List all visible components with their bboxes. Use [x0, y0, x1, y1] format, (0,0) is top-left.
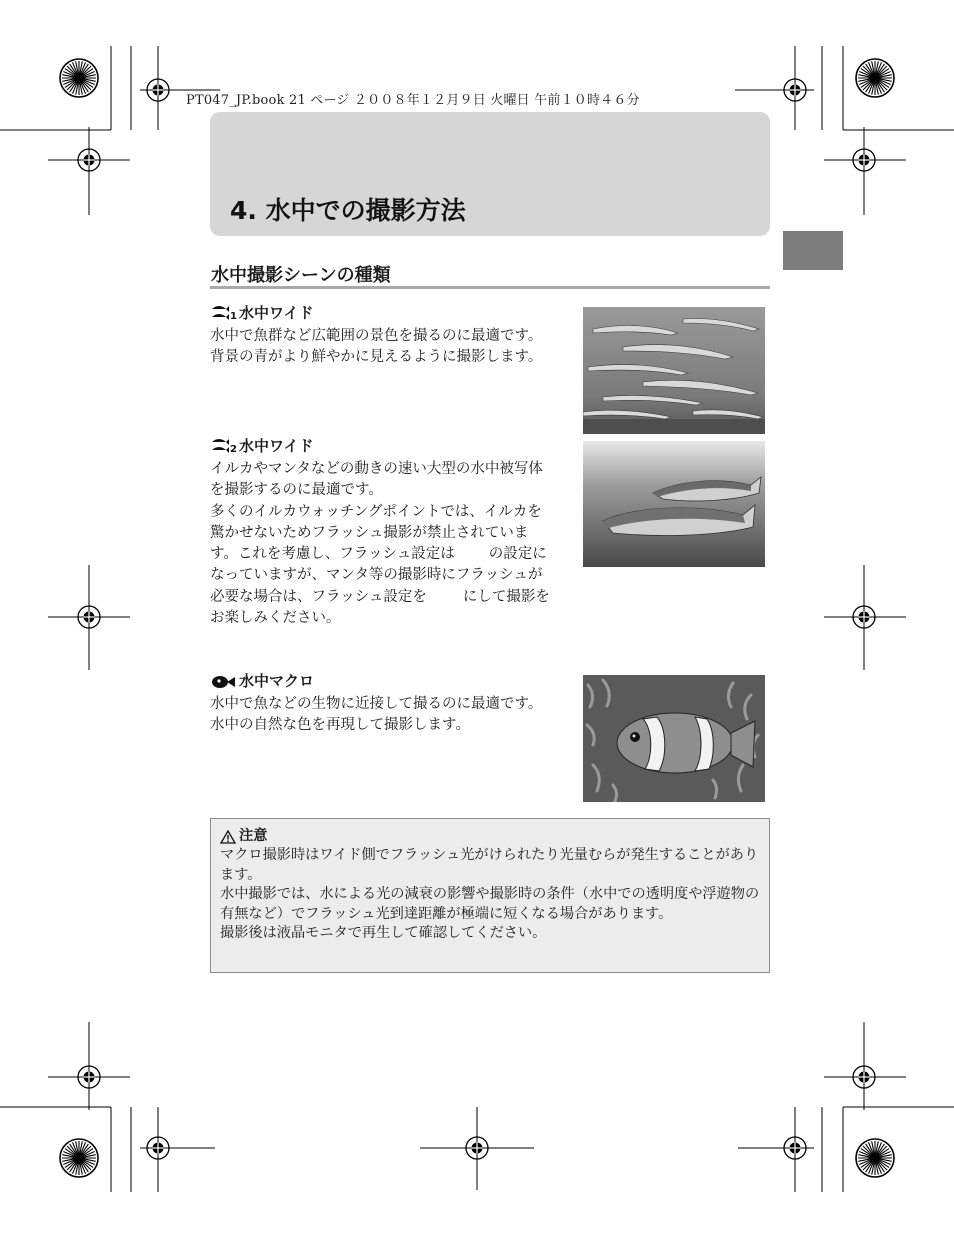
mode-title: 水中ワイド [239, 304, 314, 322]
dolphins-photo [583, 441, 765, 567]
chapter-title: 4. 水中での撮影方法 [230, 196, 466, 225]
underwater-wide-1-icon [211, 304, 237, 322]
mode-title: 水中ワイド [239, 437, 314, 455]
caution-paragraph: 撮影後は液晶モニタで再生して確認してください。 [220, 925, 547, 942]
paragraph: 多くのイルカウォッチングポイントでは、イルカを驚かせないためフラッシュ撮影が禁止されています。これを考慮し、フラッシュ設定は の設定になっていますが、マンタ等の撮影時にフラッシュが必要な場合は、フラッシュ設定を にして撮影をお楽しみください。 [210, 503, 550, 627]
mode-heading-underwater-macro [211, 670, 314, 691]
svg-text:1: 1 [230, 310, 237, 322]
paragraph: イルカやマンタなどの動きの速い大型の水中被写体を撮影するのに最適です。 [210, 461, 543, 499]
svg-text:2: 2 [230, 443, 237, 455]
chapter-side-tab [783, 231, 843, 270]
clownfish-photo [583, 675, 765, 802]
mode-heading-underwater-wide-2 [211, 435, 314, 456]
caution-title: 注意 [239, 828, 268, 844]
caution-paragraph: マクロ撮影時はワイド側でフラッシュ光がけられたり光量むらが発生することがあります。 [220, 847, 759, 883]
mode-description [210, 459, 552, 629]
mode-heading-underwater-wide-1 [211, 302, 314, 323]
print-slug-line: PT047_JP.book 21 ページ ２００８年１２月９日 火曜日 午前１０時４６分 [186, 93, 640, 108]
mode-title: 水中マクロ [239, 672, 315, 690]
section-underline [210, 286, 770, 289]
barracuda-school-photo [583, 307, 765, 434]
underwater-macro-icon [211, 672, 237, 690]
underwater-wide-2-icon [211, 437, 237, 455]
section-title: 水中撮影シーンの種類 [211, 265, 391, 286]
paragraph: 水中で魚群など広範囲の景色を撮るのに最適です。背景の青がより鮮やかに見えるように撮影します。 [210, 328, 543, 366]
caution-paragraph: 水中撮影では、水による光の減衰の影響や撮影時の条件（水中での透明度や浮遊物の有無など）でフラッシュ光到達距離が極端に短くなる場合があります。 [220, 886, 760, 922]
caution-box [210, 818, 770, 973]
mode-description [210, 694, 552, 737]
paragraph: 水中で魚などの生物に近接して撮るのに最適です。水中の自然な色を再現して撮影します。 [210, 696, 543, 734]
mode-description [210, 326, 552, 369]
caution-heading [220, 827, 760, 846]
warning-triangle-icon [220, 830, 236, 844]
